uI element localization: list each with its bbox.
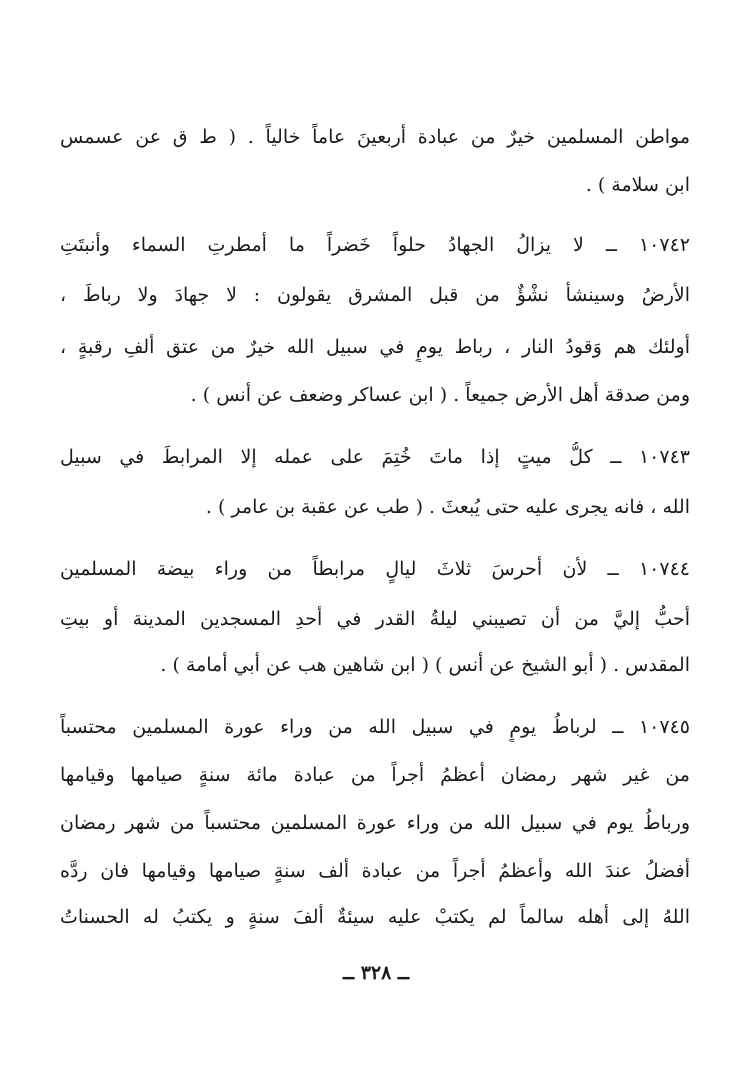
hadith-10744-line: ١٠٧٤٤ ــ لأن أحرسَ ثلاثَ ليالٍ مرابطاً من وراء بيضة المسلمين [60, 558, 690, 580]
text-line: ومن صدقة أهل الأرض جميعاً . ( ابن عساكر وضعف عن أنس ) . [190, 384, 690, 406]
text-line: مواطن المسلمين خيرٌ من عبادة أربعينَ عاماً خالياً . ( ط ق عن عسمس [60, 126, 690, 148]
text-line: المقدس . ( أبو الشيخ عن أنس ) ( ابن شاهين هب عن أبي أمامة ) . [160, 654, 690, 676]
text-line: أفضلُ عندَ الله وأعظمُ أجراً من عبادة ألف سنةٍ صيامها وقيامها فان ردَّه [60, 860, 690, 882]
text-line: ابن سلامة ) . [585, 174, 690, 196]
text-line: من غير شهر رمضان أعظمُ أجراً من عبادة مائة سنةٍ صيامها وقيامها [60, 764, 690, 786]
hadith-10745-line: ١٠٧٤٥ ــ لرباطُ يومٍ في سبيل الله من وراء عورة المسلمين محتسباً [60, 716, 690, 738]
hadith-10743-line: ١٠٧٤٣ ــ كلُّ ميتٍ إذا ماتَ خُتِمَ على عمله إلا المرابطَ في سبيل [60, 446, 690, 468]
text-line: أولئك هم وَقودُ النار ، رباط يومٍ في سبيل الله خيرٌ من عتق ألفِ رقبةٍ ، [60, 336, 690, 358]
hadith-10742-line: ١٠٧٤٢ ــ لا يزالُ الجهادُ حلواً خَضراً ما أمطرتِ السماء وأنبتَتِ [60, 234, 690, 256]
text-line: الأرضُ وسينشأ نشْؤٌ من قبل المشرق يقولون : لا جهادَ ولا رباطَ ، [60, 284, 690, 306]
text-line: أحبُّ إليَّ من أن تصيبني ليلةُ القدر في أحدِ المسجدين المدينة أو بيتِ [60, 608, 690, 630]
text-line: الله ، فانه يجرى عليه حتى يُبعثَ . ( طب عن عقبة بن عامر ) . [205, 496, 690, 518]
text-line: اللهُ إلى أهله سالماً لم يكتبْ عليه سيئةٌ ألفَ سنةٍ و يكتبُ له الحسناتُ [60, 906, 690, 928]
text-line: ورباطُ يوم في سبيل الله من وراء عورة المسلمين محتسباً من شهر رمضان [60, 812, 690, 834]
page-number: ــ ٣٢٨ ــ [342, 962, 410, 984]
